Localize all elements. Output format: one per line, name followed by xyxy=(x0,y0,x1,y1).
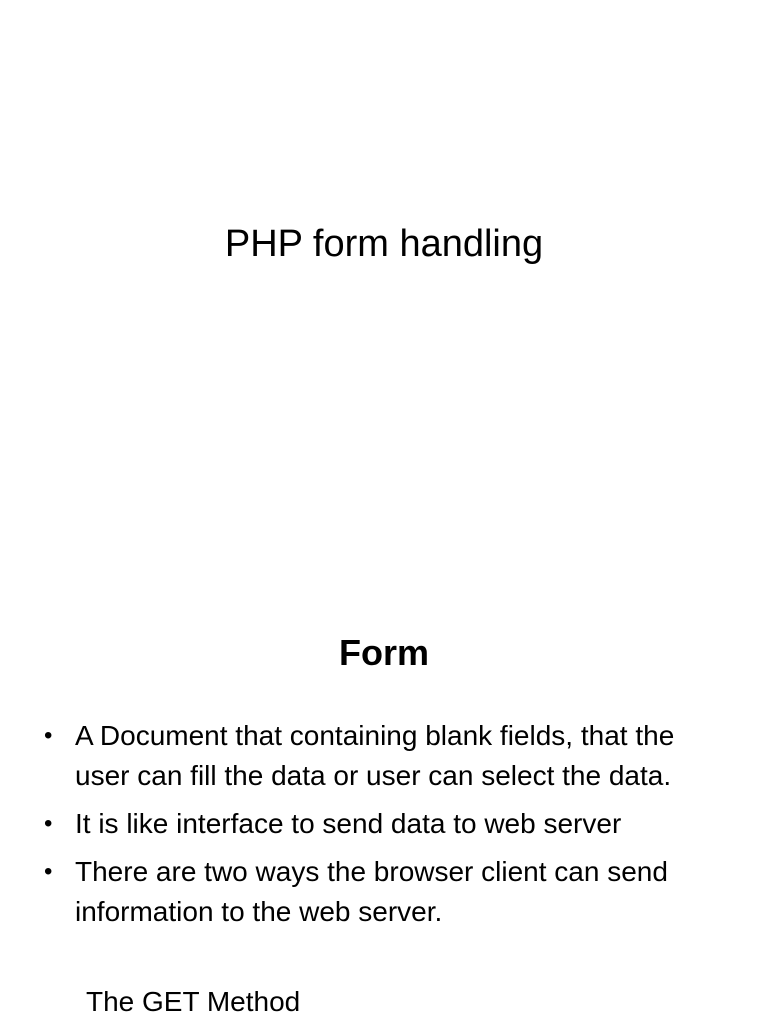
list-item xyxy=(44,716,734,796)
section-heading: Form xyxy=(339,632,429,673)
bullet-text: There are two ways the browser client can send information to the web server. xyxy=(75,856,668,927)
bullet-marker: • xyxy=(44,810,53,837)
list-item xyxy=(44,804,734,844)
bullet-marker: • xyxy=(44,722,53,749)
bullet-text: It is like interface to send data to web server xyxy=(75,808,622,839)
list-item xyxy=(44,852,734,932)
get-method-line: The GET Method xyxy=(86,986,301,1017)
bullet-list xyxy=(44,716,734,940)
bullet-marker: • xyxy=(44,858,53,885)
bullet-text: A Document that containing blank fields, that the user can fill the data or user can select the data. xyxy=(75,720,675,791)
slide-title: PHP form handling xyxy=(224,223,544,265)
